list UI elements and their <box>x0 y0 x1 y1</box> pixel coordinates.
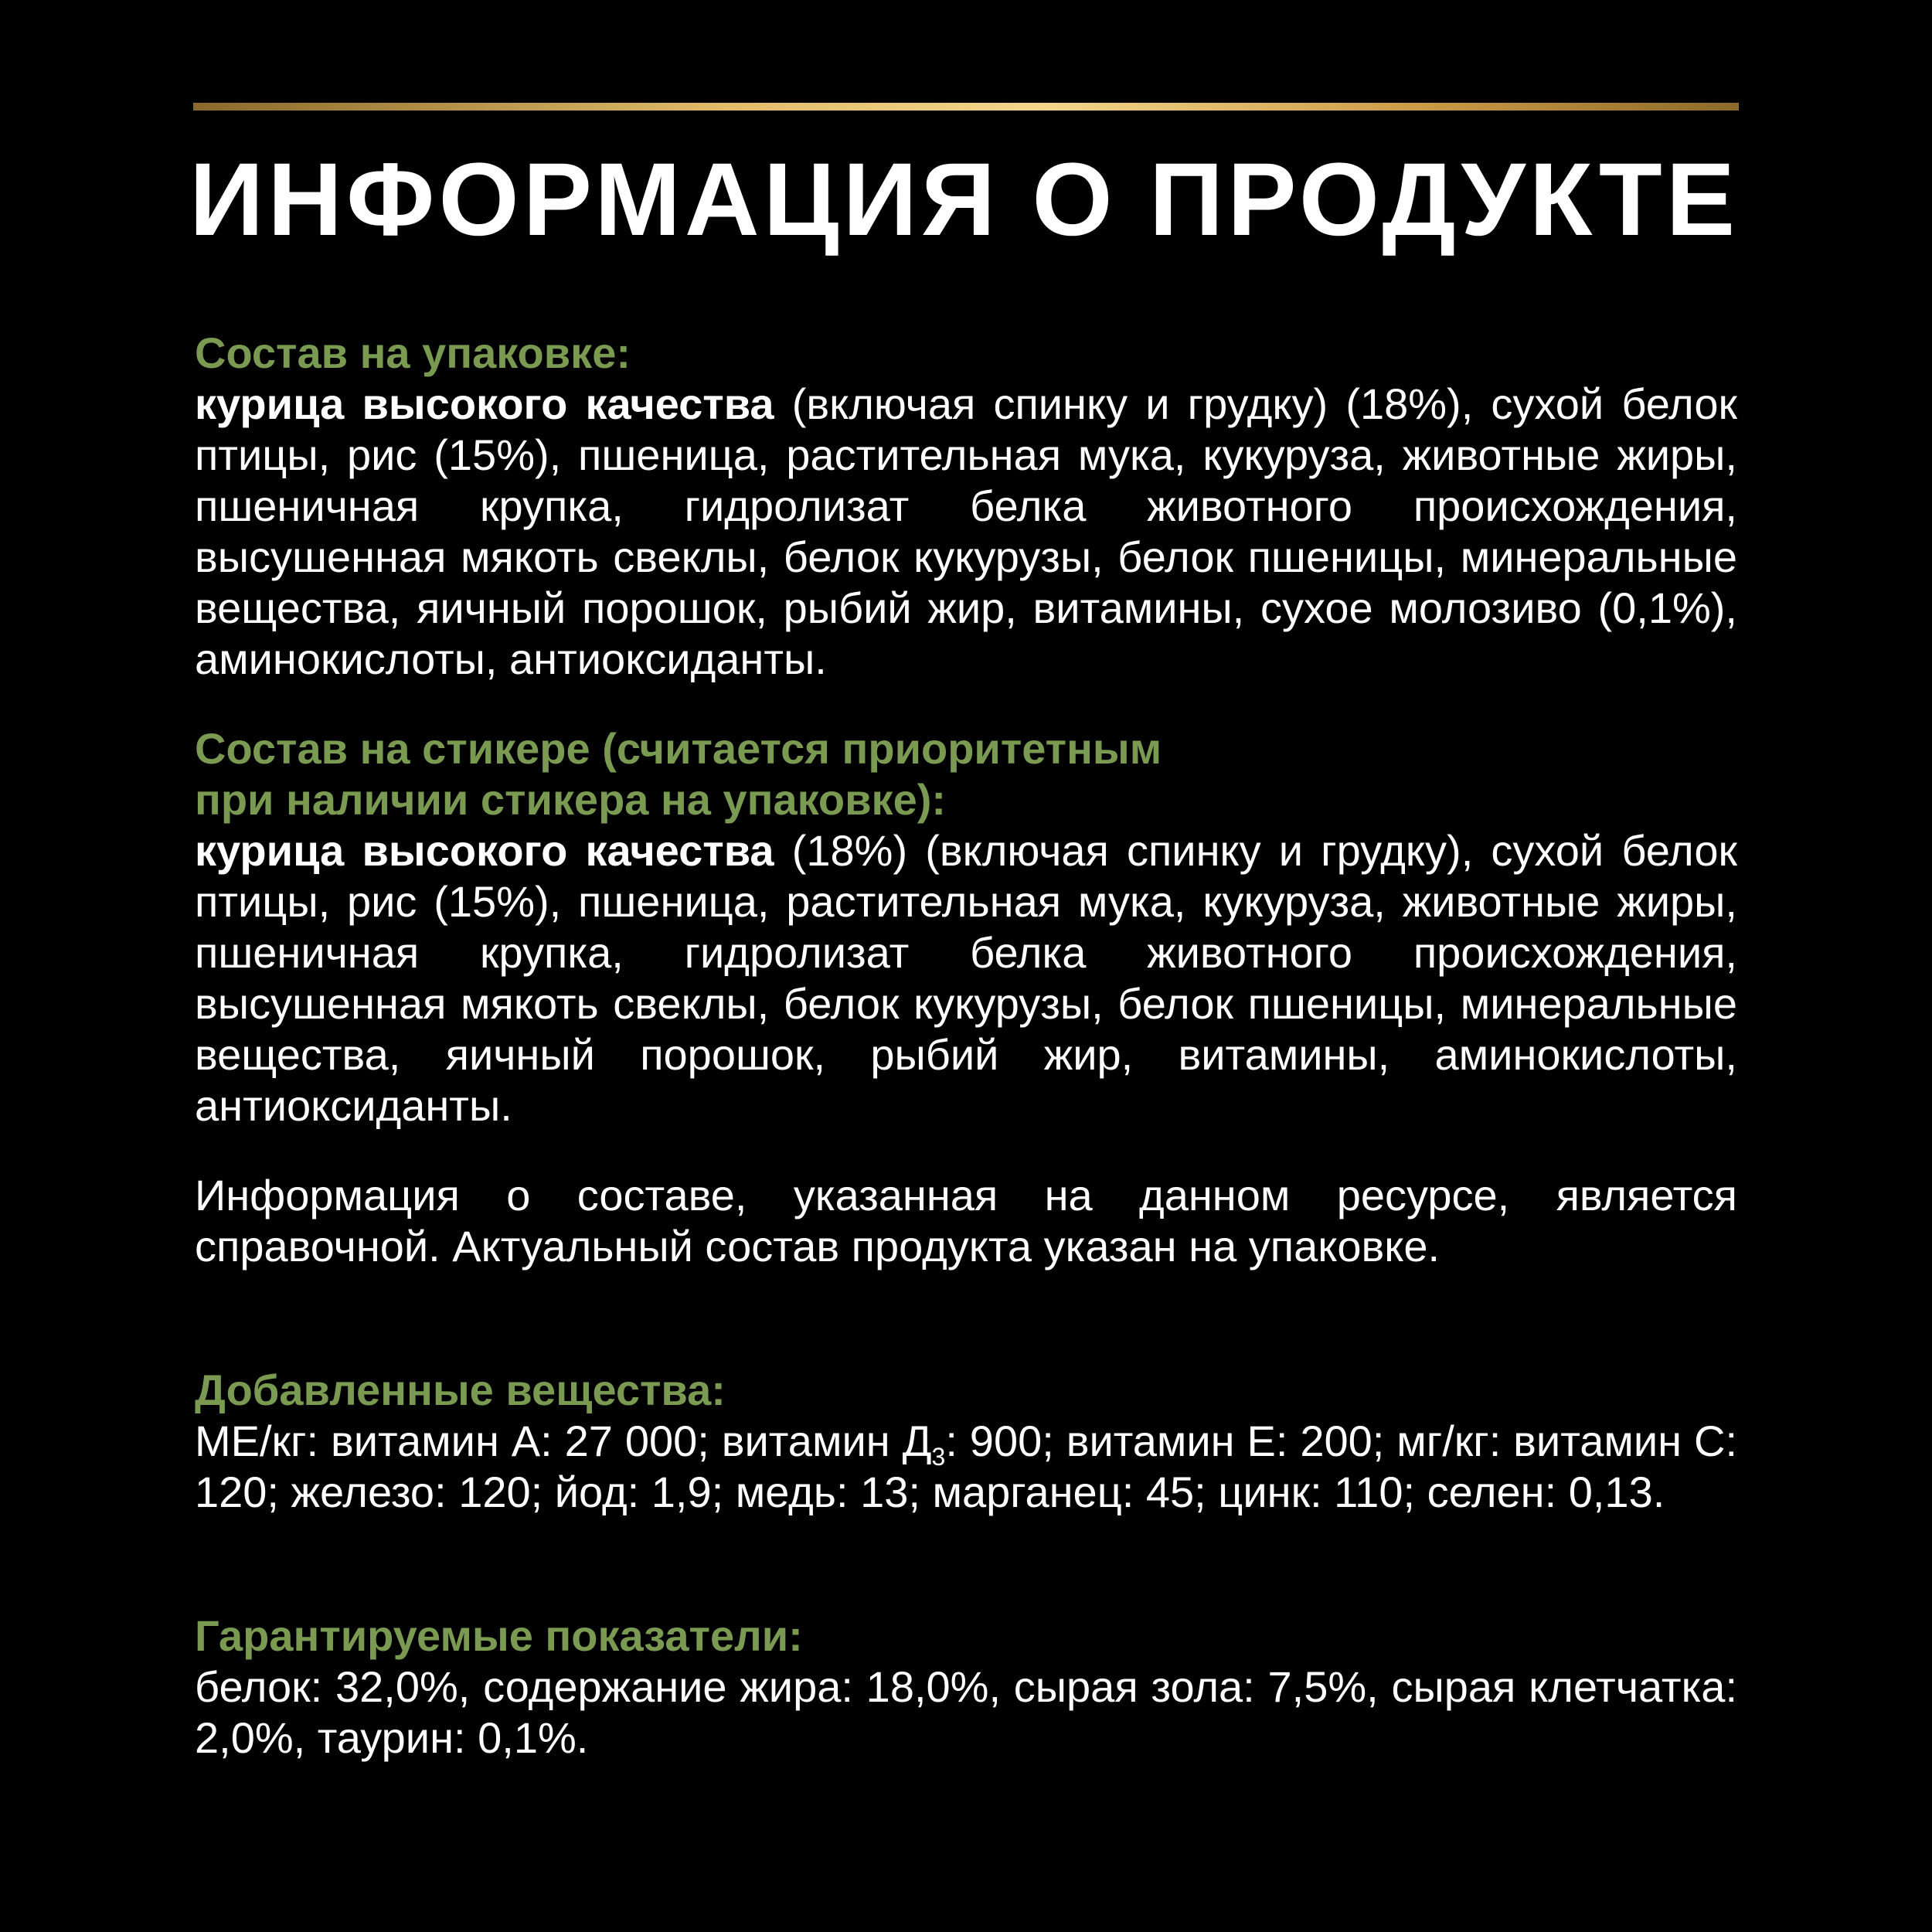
additives-text-part2: : 900; витамин Е: 200; мг/кг: витамин С: 120; железо: 120; йод: 1,9; медь: 13; марганец: 45; цинк: 110; селен: 0,13. <box>195 1417 1737 1516</box>
additives-text-part1: МЕ/кг: витамин А: 27 000; витамин Д <box>195 1417 932 1465</box>
additives-section <box>195 1365 1737 1518</box>
composition-sticker-bold-lead: курица высокого качества <box>195 826 774 875</box>
additives-text <box>195 1416 1737 1518</box>
guaranteed-heading: Гарантируемые показатели: <box>195 1611 803 1660</box>
guaranteed-text: белок: 32,0%, содержание жира: 18,0%, сырая зола: 7,5%, сырая клетчатка: 2,0%, таурин: 0,1%. <box>195 1662 1737 1762</box>
composition-sticker-section <box>195 723 1737 1131</box>
composition-sticker-heading <box>195 723 1737 825</box>
composition-sticker-ingredients: (18%) (включая спинку и грудку), сухой белок птицы, рис (15%), пшеница, растительная мука, кукуруза, животные жиры, пшеничная крупка, гидролизат белка животного происхождения, высушенная мякоть свеклы, белок кукурузы, белок пшеницы, минеральные вещества, яичный порошок, рыбий жир, витамины, аминокислоты, антиоксиданты. <box>195 826 1737 1130</box>
composition-pack-bold-lead: курица высокого качества <box>195 379 774 428</box>
additives-heading: Добавленные вещества: <box>195 1366 726 1414</box>
content-area <box>195 328 1737 1764</box>
vitamin-d-subscript: 3 <box>931 1443 946 1471</box>
composition-sticker-heading-line2: при наличии стикера на упаковке): <box>195 775 947 824</box>
composition-sticker-heading-line1: Состав на стикере (считается приоритетным <box>195 724 1162 773</box>
composition-pack-section <box>195 328 1737 685</box>
composition-pack-ingredients: (включая спинку и грудку) (18%), сухой белок птицы, рис (15%), пшеница, растительная мука, кукуруза, животные жиры, пшеничная крупка, гидролизат белка животного происхождения, высушенная мякоть свеклы, белок кукурузы, белок пшеницы, минеральные вещества, яичный порошок, рыбий жир, витамины, сухое молозиво (0,1%), аминокислоты, антиоксиданты. <box>195 379 1737 683</box>
disclaimer-text: Информация о составе, указанная на данном ресурсе, является справочной. Актуальный состав продукта указан на упаковке. <box>195 1171 1737 1270</box>
guaranteed-section <box>195 1611 1737 1764</box>
gold-divider <box>193 103 1739 111</box>
composition-pack-heading: Состав на упаковке: <box>195 328 631 377</box>
page-title: ИНФОРМАЦИЯ О ПРОДУКТЕ <box>189 142 1740 257</box>
composition-sticker-text <box>195 825 1737 1131</box>
composition-pack-text <box>195 379 1737 685</box>
